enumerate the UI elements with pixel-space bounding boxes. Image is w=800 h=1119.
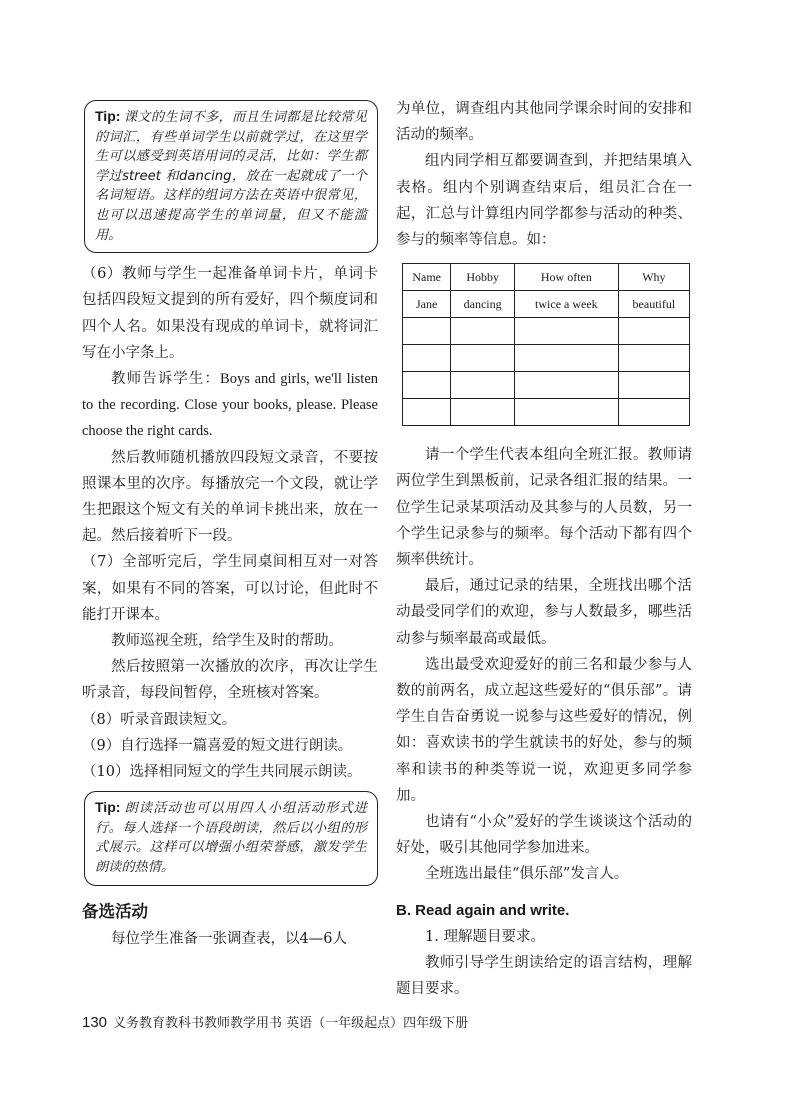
cell-name: Jane (403, 291, 451, 318)
step-7-paragraph: （7）全部听完后，学生同桌间相互对一对答案，如果有不同的答案，可以讨论，但此时不能打开课本。 (82, 554, 378, 623)
empty-cell (514, 345, 618, 372)
header-how-often: How often (514, 264, 618, 291)
empty-cell (451, 345, 515, 372)
tip-box-reading (84, 791, 378, 885)
table-row (403, 291, 690, 318)
club-paragraph: 选出最受欢迎爱好的前三名和最少参与人数的前两名，成立起这些爱好的“俱乐部”。请学生自告奋勇说一说参与这些爱好的情况，例如：喜欢读书的学生就读书的好处，参与的频率和读书的种类等说一说，欢迎更多同学参加。 (396, 656, 692, 804)
step-10-paragraph: （10）选择相同短文的学生共同展示朗读。 (82, 764, 362, 781)
teacher-instruction-paragraph (82, 366, 378, 445)
popular-activity-paragraph: 最后，通过记录的结果，全班找出哪个活动最受同学们的欢迎，参与人数最多，哪些活动参与频率最高或最低。 (396, 578, 692, 647)
tip-text: 课文的生词不多，而且生词都是比较常见的词汇，有些单词学生以前就学过，在这里学生可以感受到英语用词的灵活，比如：学生都学过street 和dancing，放在一起就成了一个名词短语。这样的组词方法在英语中很常见，也可以迅速提高学生的单词量，但又不能滥用。 (95, 110, 367, 243)
header-why: Why (618, 264, 689, 291)
teacher-patrol-paragraph: 教师巡视全班，给学生及时的帮助。 (111, 633, 343, 649)
best-speaker-paragraph: 全班选出最佳“俱乐部”发言人。 (425, 866, 629, 883)
teacher-instruction-cn: 教师告诉学生： (111, 370, 221, 387)
empty-cell (618, 399, 689, 426)
tip-box-vocabulary (84, 100, 378, 253)
table-header-row (403, 264, 690, 291)
empty-cell (403, 372, 451, 399)
table-row-empty (403, 399, 690, 426)
empty-cell (451, 318, 515, 345)
random-playback-paragraph: 然后教师随机播放四段短文录音，不要按照课本里的次序。每播放完一个文段，就让学生把跟这个短文有关的单词卡挑出来，放在一起。然后接着听下一段。 (82, 449, 378, 545)
group-report-paragraph: 请一个学生代表本组向全班汇报。教师请两位学生到黑板前，记录各组汇报的结果。一位学生记录某项活动及其参与的人员数，另一个学生记录参与的频率。每个活动下都有四个频率供统计。 (396, 447, 692, 569)
cell-how-often: twice a week (514, 291, 618, 318)
left-column (82, 96, 378, 952)
table-row-empty (403, 318, 690, 345)
empty-cell (618, 318, 689, 345)
section-b-step-1: 1. 理解题目要求。 (425, 928, 545, 945)
alternative-activity-paragraph: 每位学生准备一张调查表，以4—6人 (111, 930, 347, 947)
table-row-empty (403, 345, 690, 372)
empty-cell (451, 399, 515, 426)
teacher-instruction-en: Boys and girls, we'll listen to the recording. Close your books, please. Please choose the right cards. (82, 370, 378, 440)
empty-cell (403, 399, 451, 426)
book-title: 义务教育教科书教师教学用书 英语（一年级起点）四年级下册 (113, 1016, 469, 1031)
survey-table (402, 263, 690, 426)
niche-hobby-paragraph: 也请有“小众”爱好的学生谈谈这个活动的好处，吸引其他同学参加进来。 (396, 814, 692, 857)
table-row-empty (403, 372, 690, 399)
alternative-activity-heading: 备选活动 (82, 901, 148, 921)
empty-cell (451, 372, 515, 399)
section-b-guidance-paragraph: 教师引导学生朗读给定的语言结构，理解题目要求。 (396, 954, 692, 998)
step-6-paragraph: （6）教师与学生一起准备单词卡片，单词卡包括四段短文提到的所有爱好，四个频度词和四个人名。如果没有现成的单词卡，就将词汇写在小字条上。 (82, 266, 378, 361)
tip-label: Tip: (95, 108, 121, 124)
empty-cell (403, 318, 451, 345)
header-hobby: Hobby (451, 264, 515, 291)
empty-cell (514, 318, 618, 345)
page-footer (82, 1013, 468, 1034)
tip-text: 朗读活动也可以用四人小组活动形式进行。每人选择一个语段朗读，然后以小组的形式展示。这样可以增强小组荣誉感，激发学生朗读的热情。 (95, 801, 367, 875)
step-8-paragraph: （8）听录音跟读短文。 (82, 711, 237, 728)
empty-cell (514, 399, 618, 426)
empty-cell (514, 372, 618, 399)
section-b-heading: B. Read again and write. (396, 901, 570, 919)
header-name: Name (403, 264, 451, 291)
replay-paragraph: 然后按照第一次播放的次序，再次让学生听录音，每段间暂停，全班核对答案。 (82, 659, 378, 702)
tip-label: Tip: (95, 799, 121, 816)
empty-cell (618, 372, 689, 399)
step-9-paragraph: （9）自行选择一篇喜爱的短文进行朗读。 (82, 737, 353, 754)
cell-hobby: dancing (451, 291, 515, 318)
survey-unit-paragraph: 为单位，调查组内其他同学课余时间的安排和活动的频率。 (396, 101, 692, 144)
survey-results-paragraph: 组内同学相互都要调查到，并把结果填入表格。组内个别调查结束后，组员汇合在一起，汇总与计算组内同学都参与活动的种类、参与的频率等信息。如： (396, 153, 692, 249)
cell-why: beautiful (618, 291, 689, 318)
empty-cell (403, 345, 451, 372)
empty-cell (618, 345, 689, 372)
page-number: 130 (82, 1014, 108, 1031)
right-column (396, 96, 692, 1002)
